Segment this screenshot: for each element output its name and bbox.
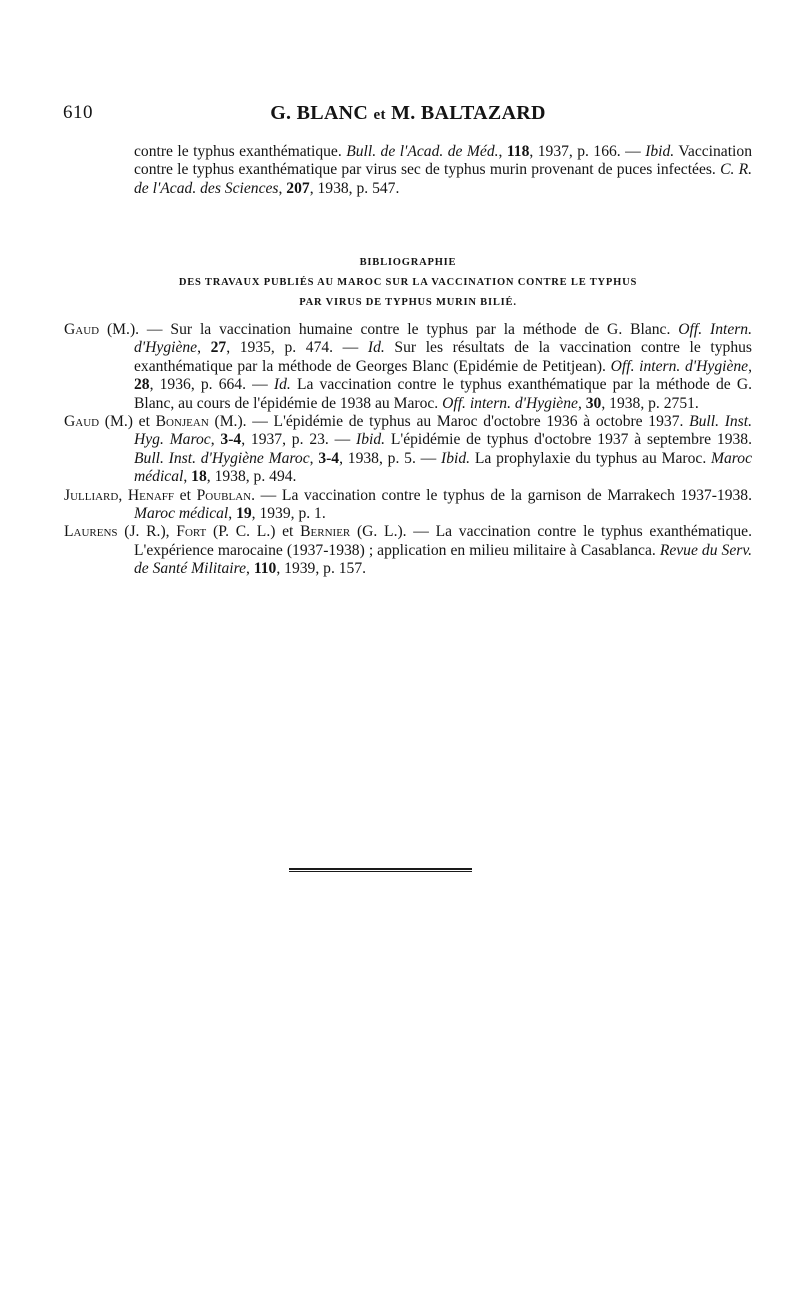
reference-continuation: contre le typhus exanthématique. Bull. de l'Acad. de Méd., 118, 1937, p. 166. — Ibid. Vaccination contre le typhus exanthématique par virus sec de typhus murin provenant de puces infectées. C. R. de l'Acad. des Sciences, 207, 1938, p. 547. [134,143,753,197]
bibliography-entry-laurens: Laurens (J. R.), Fort (P. C. L.) et Bernier (G. L.). — La vaccination contre le typhus exanthématique. L'expérience marocaine (1937-1938) ; application en milieu militaire à Casablanca. Revue du Serv. de Santé Militaire, 110, 1939, p. 157. [64,523,752,578]
running-header [63,100,753,130]
bibliography-heading [120,253,696,313]
author-conjunction: et [373,107,386,123]
author-blanc: G. BLANC [270,102,369,124]
bibliography-entry-gaud-bonjean: Gaud (M.) et Bonjean (M.). — L'épidémie de typhus au Maroc d'octobre 1936 à octobre 1937. Bull. Inst. Hyg. Maroc, 3-4, 1937, p. 23. — Ibid. L'épidémie de typhus d'octobre 1937 à septembre 1938. Bull. Inst. d'Hygiène Maroc, 3-4, 1938, p. 5. — Ibid. La prophylaxie du typhus au Maroc. Maroc médical, 18, 1938, p. 494. [64,413,753,486]
entry-author: Poublan [196,486,252,504]
entry-author: Gaud [64,413,100,431]
entry-author: Laurens [64,523,118,541]
end-rule-thin [289,871,472,872]
end-rule [289,868,472,870]
entry-author: Bernier [300,523,351,541]
bibliography-list [64,321,752,579]
bibliography-entry-julliard: Julliard, Henaff et Poublan. — La vaccination contre le typhus de la garnison de Marrakech 1937-1938. Maroc médical, 19, 1939, p. 1. [64,486,752,523]
author-baltazard: M. BALTAZARD [391,102,546,124]
entry-author: Julliard [64,486,119,504]
bibliography-subtitle-line1: DES TRAVAUX PUBLIÉS AU MAROC SUR LA VACCINATION CONTRE LE TYPHUS [178,277,638,288]
entry-author: Bonjean [155,413,209,431]
bibliography-title: BIBLIOGRAPHIE [359,257,457,268]
running-title [63,102,753,125]
entry-author: Fort [176,523,207,541]
bibliography-subtitle-line2: PAR VIRUS DE TYPHUS MURIN BILIÉ. [299,297,517,308]
entry-author: Henaff [127,486,175,504]
entry-author: Gaud [64,321,100,338]
page-number: 610 [63,102,93,123]
bibliography-entry-gaud: Gaud (M.). — Sur la vaccination humaine contre le typhus par la méthode de G. Blanc. Off. Intern. d'Hygiène, 27, 1935, p. 474. — Id. Sur les résultats de la vaccination contre le typhus exanthématique par la méthode de Georges Blanc (Epidémie de Petitjean). Off. intern. d'Hygiène, 28, 1936, p. 664. — Id. La vaccination contre le typhus exanthématique par la méthode de G. Blanc, au cours de l'épidémie de 1938 au Maroc. Off. intern. d'Hygiène, 30, 1938, p. 2751. [64,321,753,412]
